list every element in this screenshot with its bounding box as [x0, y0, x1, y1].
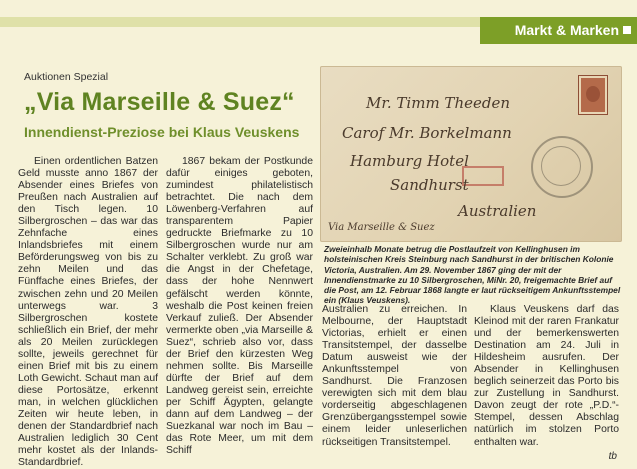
address-line-5: Australien	[458, 202, 537, 220]
section-label: Markt & Marken	[514, 22, 619, 38]
text-column-3	[322, 304, 467, 449]
address-line-4: Sandhurst	[390, 176, 469, 194]
author-signature: tb	[608, 450, 617, 462]
postmark-circle	[531, 136, 593, 198]
text-column-1	[18, 156, 158, 469]
paragraph: Klaus Veuskens darf das Kleinod mit der raren Frankatur und der bemerkenswerten Destination am 24. Juli in Hildesheim ausrufen. Der Absender in Kellinghusen beglich seinerzeit das Porto bis zur Zustellung in Sandhurst. Davon zeugt der rote „P.D.“-Stempel, dessen Abschlag natürlich im stolzen Porto enthalten war.	[474, 304, 619, 448]
section-header	[0, 0, 637, 44]
section-marker-icon	[623, 26, 631, 34]
text-column-2	[166, 156, 313, 457]
address-line-6: Via Marseille & Suez	[328, 222, 435, 233]
article-subtitle: Innendienst-Preziose bei Klaus Veuskens	[24, 124, 300, 140]
paragraph: Einen ordentlichen Batzen Geld musste anno 1867 der Absender eines Briefes von Preußen nach Australien auf den Tisch legen. 10 Silbergroschen – das war das Zehnfache eines Inlandsbriefes mit einem Beförderungsweg von bis zu zehn Meilen und das Fünffache eines Briefes, der zwischen zehn und 20 Meilen unterwegs war. 3 Silbergroschen kostete schließlich ein Brief, der mehr als 20 Meilen zurücklegen sollte, jeweils gerechnet für einen Brief mit bis zu einem Loth Gewicht. Schaut man auf diese Portosätze, erkennt man, in welchen glücklichen Zeiten wir heute leben, in denen der Standardbrief nach Australien lediglich 30 Cent mehr kostet als der Inlands-Standardbrief.	[18, 156, 158, 469]
header-rule	[0, 17, 480, 27]
paragraph: Australien zu erreichen. In Melbourne, der Hauptstadt Victorias, erhielt er einen Transitstempel, der dasselbe Datum ausweist wie der Ankunftsstempel von Sandhurst. Die Franzosen verewigten sich mit dem blau vorderseitig abgeschlagenen Grenzübergangsstempel sowie einem leider unleserlichen rückseitigen Transitstempel.	[322, 304, 467, 448]
postage-stamp	[579, 76, 607, 114]
text-column-4	[474, 304, 619, 462]
kicker: Auktionen Spezial	[24, 71, 109, 83]
image-caption: Zweieinhalb Monate betrug die Postlaufzeit von Kellinghusen im holsteinischen Kreis Steinburg nach Sandhurst in der britischen Kolonie Victoria, Australien. Am 29. November 1867 ging der mit der Innendienstmarke zu 10 Silbergroschen, MiNr. 20, freigemachte Brief auf die Post, am 12. Februar 1868 langte er laut rückseitigem Ankunftsstempel ein (Klaus Veuskens).	[324, 244, 621, 306]
section-tag	[480, 17, 637, 44]
paragraph: 1867 bekam der Postkunde dafür einiges geboten, zumindest philatelistisch betrachtet. Die nach dem Löwenberg-Verfahren auf transparentem Papier gedruckte Briefmarke zu 10 Silbergroschen wurde nur am Schalter verklebt. Zu groß war die Angst in der Chefetage, dass der hohe Nennwert gefälscht werden könnte, weshalb die Post keinen freien Verkauf zuließ. Der Absender vermerkte oben „via Marseille & Suez“, schrieb also vor, dass der Brief den kürzesten Weg nehmen sollte. Bis Marseille dürfte der Brief auf dem Landweg gereist sein, erreichte per Schiff Ägypten, gelangte dann auf dem Landweg – der Suezkanal war noch im Bau – das Rote Meer, um mit dem Schiff	[166, 156, 313, 457]
envelope-photo	[320, 66, 622, 242]
article-title: „Via Marseille & Suez“	[24, 88, 295, 116]
address-line-1: Mr. Timm Theeden	[366, 94, 510, 112]
address-line-2: Carof Mr. Borkelmann	[342, 124, 512, 142]
address-line-3: Hamburg Hotel	[350, 152, 469, 170]
